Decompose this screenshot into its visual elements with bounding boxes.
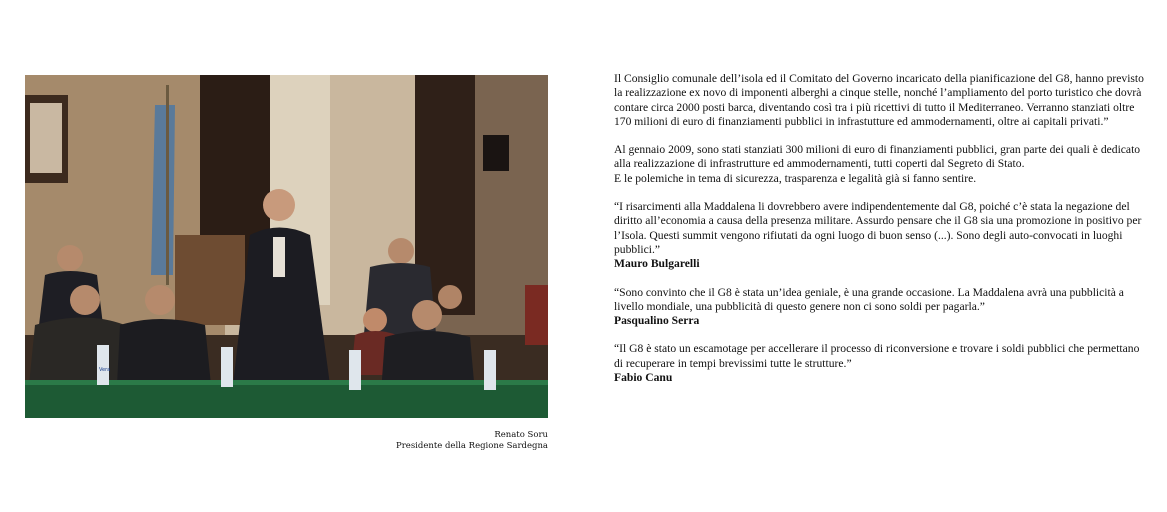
article-text [614,72,1144,385]
quote-2: “Sono convinto che il G8 è stata un’idea geniale, è una grande occasione. La Maddalena avrà una pubblicità a livello mondiale, una pubblicità di questo genere non ci sono soldi per pagarla.” [614,285,1124,313]
caption-role: Presidente della Regione Sardegna [396,441,548,451]
paragraph-3: E le polemiche in tema di sicurezza, trasparenza e legalità già si fanno sentire. [614,171,977,185]
caption-name: Renato Soru [494,430,548,440]
council-meeting-photo [25,75,548,418]
quote-3: “Il G8 è stato un escamotage per accellerare il processo di riconversione e trovare i soldi pubblici che permettano di recuperare in tempi brevissimi tutte le strutture.” [614,342,1140,370]
quote-2-author: Pasqualino Serra [614,314,700,328]
photo-caption [380,430,548,452]
quote-3-author: Fabio Canu [614,371,673,385]
quote-1-author: Mauro Bulgarelli [614,257,700,271]
bottle-label: Vera [99,367,111,373]
paragraph-2: Al gennaio 2009, sono stati stanziati 300 milioni di euro di finanziamenti pubblici, gran parte dei quali è dedicato alla realizzazione di infrastrutture ed ammodernamenti, tutti coperti dal Segreto di Stato. [614,143,1141,171]
quote-1: “I risarcimenti alla Maddalena li dovrebbero avere indipendentemente dal G8, poiché c’è stata la negazione del diritto all’economia a causa della presenza militare. Assurdo pensare che il G8 sia una promozione in positivo per l’Isola. Questi summit vengono rifiutati da ogni luogo di buon senso (...). Sono degli auto-convocati in luoghi pubblici.” [614,200,1142,256]
paragraph-1: Il Consiglio comunale dell’isola ed il Comitato del Governo incaricato della pianificazione del G8, hanno previsto la realizzazione ex novo di imponenti alberghi a cinque stelle, nonché l’ampliamento del porto turistico che dovrà contare circa 2000 posti barca, diventando così tra i più ricettivi di tutto il Mediterraneo. Verranno stanziati oltre 170 milioni di euro di finanziamenti pubblici in infrastutture ed ammodernamenti, oltre ai capitali privati.” [614,72,1144,128]
